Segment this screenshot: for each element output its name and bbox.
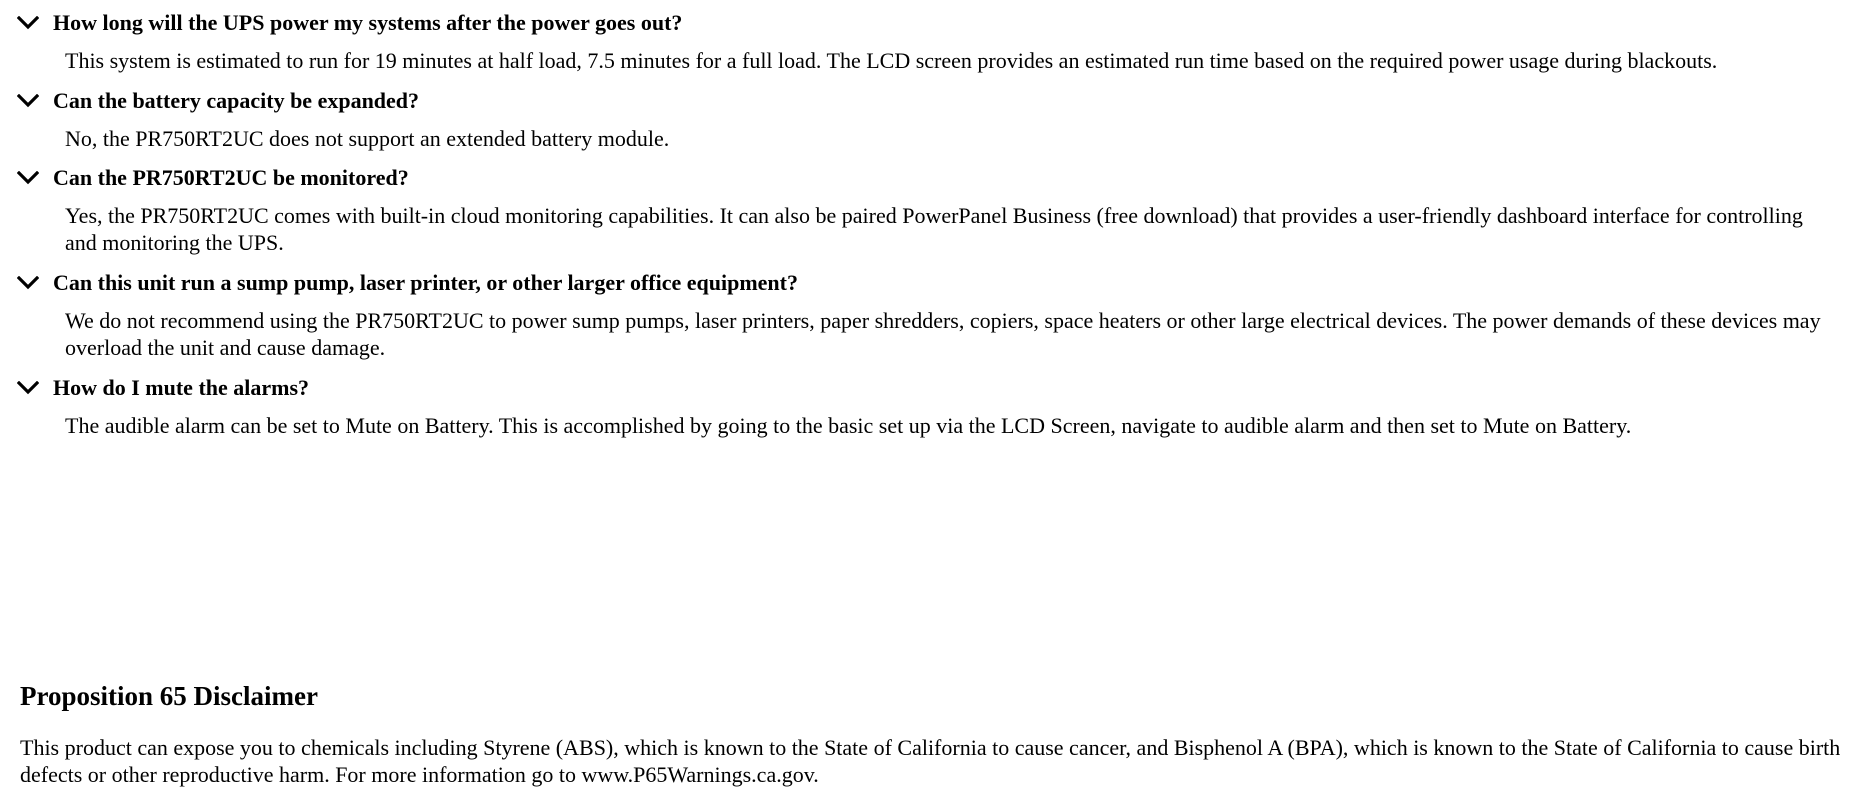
- faq-item: [17, 371, 1847, 439]
- disclaimer-title: Proposition 65 Disclaimer: [20, 681, 318, 711]
- faq-answer-text: This system is estimated to run for 19 minutes at half load, 7.5 minutes for a full load. The LCD screen provides an estimated run time based on the required power usage during blackouts.: [65, 48, 1718, 73]
- faq-answer-text: The audible alarm can be set to Mute on Battery. This is accomplished by going to the basic set up via the LCD Screen, navigate to audible alarm and then set to Mute on Battery.: [65, 413, 1632, 438]
- faq-item: [17, 6, 1847, 74]
- faq-list: [17, 6, 1847, 448]
- faq-item: [17, 161, 1847, 256]
- chevron-down-icon[interactable]: [17, 169, 43, 187]
- faq-answer-text: Yes, the PR750RT2UC comes with built-in cloud monitoring capabilities. It can also be paired PowerPanel Business (free download) that provides a user-friendly dashboard interface for controlling and monitoring the UPS.: [65, 203, 1803, 255]
- faq-item: [17, 266, 1847, 361]
- prop65-disclaimer: [20, 680, 1850, 788]
- disclaimer-body: This product can expose you to chemicals including Styrene (ABS), which is known to the State of California to cause cancer, and Bisphenol A (BPA), which is known to the State of California to cause birth defects or other reproductive harm. For more information go to www.P65Warnings.ca.gov.: [20, 735, 1841, 787]
- faq-question-text: How long will the UPS power my systems after the power goes out?: [53, 10, 683, 35]
- faq-question-toggle[interactable]: [17, 84, 1847, 118]
- faq-answer-text: No, the PR750RT2UC does not support an extended battery module.: [65, 126, 670, 151]
- chevron-down-icon[interactable]: [17, 14, 43, 32]
- faq-question-toggle[interactable]: [17, 371, 1847, 405]
- faq-question-text: Can the PR750RT2UC be monitored?: [53, 165, 409, 190]
- faq-question-toggle[interactable]: [17, 6, 1847, 40]
- faq-question-toggle[interactable]: [17, 161, 1847, 195]
- chevron-down-icon[interactable]: [17, 379, 43, 397]
- faq-item: [17, 84, 1847, 152]
- faq-question-toggle[interactable]: [17, 266, 1847, 300]
- faq-answer-text: We do not recommend using the PR750RT2UC to power sump pumps, laser printers, paper shredders, copiers, space heaters or other large electrical devices. The power demands of these devices may overload the unit and cause damage.: [65, 308, 1821, 360]
- chevron-down-icon[interactable]: [17, 274, 43, 292]
- faq-question-text: Can the battery capacity be expanded?: [53, 88, 420, 113]
- faq-question-text: Can this unit run a sump pump, laser printer, or other larger office equipment?: [53, 270, 798, 295]
- chevron-down-icon[interactable]: [17, 92, 43, 110]
- faq-question-text: How do I mute the alarms?: [53, 375, 310, 400]
